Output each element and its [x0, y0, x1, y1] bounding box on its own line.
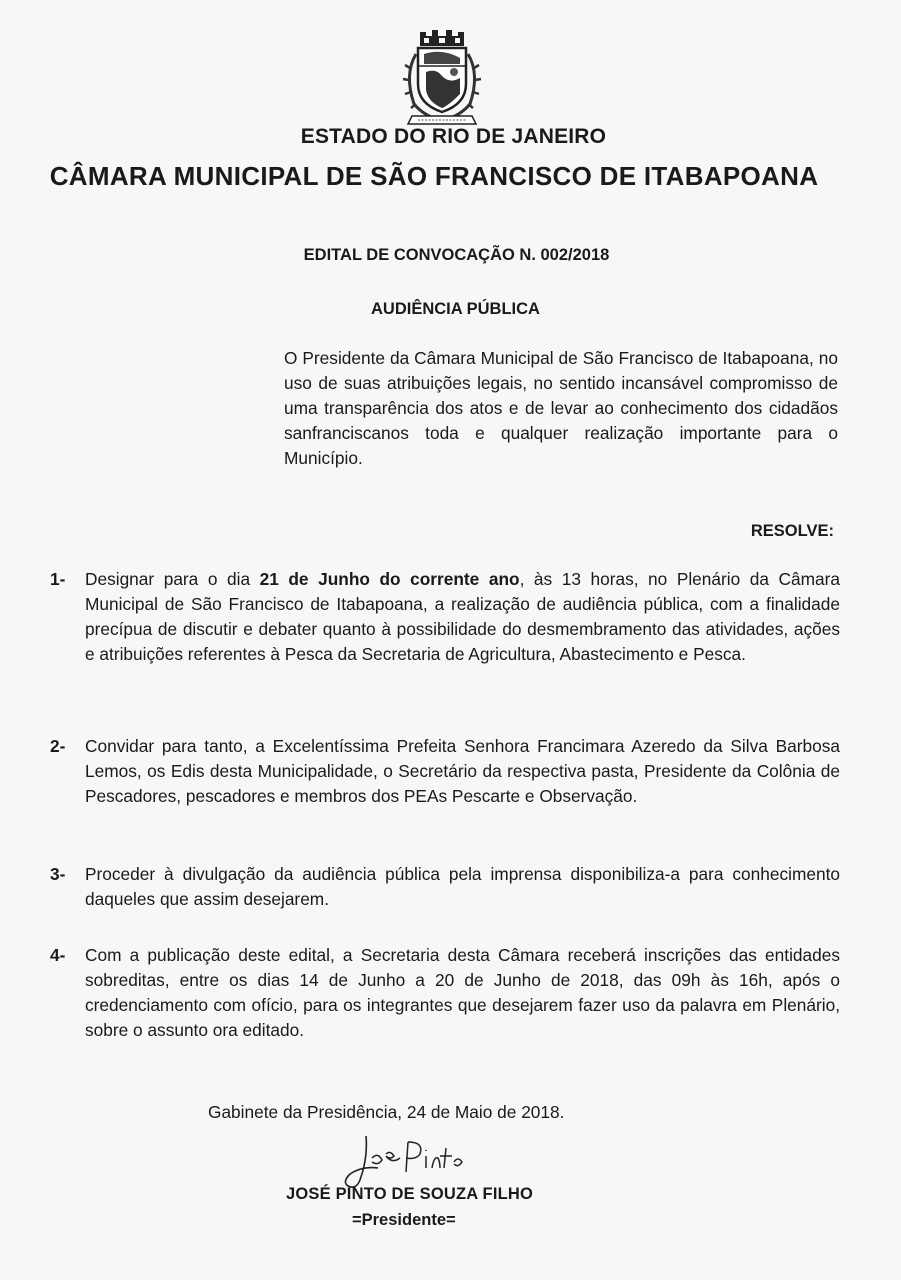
item-text-end: , às 13 horas, no Plenário da Câmara Municipal de São Francisco de Itabapoana, a realização de audiência pública, com a finalidade precípua de discutir e debater quanto à possibilidade do desmembramento das atividades, ações e atribuições referentes à Pesca da Secretaria de Agricultura, Abastecimento e Pesca. — [85, 569, 841, 664]
item-number: 1- — [50, 569, 66, 589]
item-text: Proceder à divulgação da audiência pública pela imprensa disponibiliza-a para conhecimento daqueles que assim desejarem. — [85, 864, 840, 909]
date-line: Gabinete da Presidência, 24 de Maio de 2018. — [208, 1102, 565, 1122]
item-number: 4- — [50, 945, 66, 965]
item-text-start: Designar para o dia — [85, 569, 260, 589]
edital-title: EDITAL DE CONVOCAÇÃO N. 002/2018 — [303, 246, 610, 264]
resolution-item — [50, 862, 840, 912]
item-text: Com a publicação deste edital, a Secretaria desta Câmara receberá inscrições das entidades sobreditas, entre os dias 14 de Junho a 20 de Junho de 2018, das 09h às 16h, após o credenciamento com ofício, para os integrantes que desejarem fazer uso da palavra em Plenário, sobre o assunto ora editado. — [85, 945, 840, 1040]
signer-name: JOSÉ PINTO DE SOUZA FILHO — [286, 1185, 534, 1203]
subject-title: AUDIÊNCIA PÚBLICA — [371, 300, 540, 318]
item-number: 3- — [50, 864, 66, 884]
item-text: Convidar para tanto, a Excelentíssima Prefeita Senhora Francimara Azeredo da Silva Barbosa Lemos, os Edis desta Municipalidade, o Secretário da respectiva pasta, Presidente da Colônia de Pescadores, pescadores e membros dos PEAs Pescarte e Observação. — [85, 736, 840, 806]
item-text — [85, 567, 840, 667]
preamble-paragraph: O Presidente da Câmara Municipal de São Francisco de Itabapoana, no uso de suas atribuições legais, no sentido incansável compromisso de uma transparência dos atos e de levar ao conhecimento dos cidadãos sanfranciscanos toda e qualquer realização importante para o Município. — [284, 348, 838, 468]
state-heading: ESTADO DO RIO DE JANEIRO — [300, 125, 607, 148]
item-number: 2- — [50, 736, 66, 756]
item-date-highlight: 21 de Junho do corrente ano — [259, 569, 520, 589]
resolution-item — [50, 734, 840, 809]
resolve-heading: RESOLVE: — [750, 522, 834, 540]
coat-of-arms-icon — [396, 24, 488, 130]
resolution-item — [50, 943, 840, 1043]
chamber-heading: CÂMARA MUNICIPAL DE SÃO FRANCISCO DE ITABAPOANA — [49, 161, 819, 191]
resolution-item — [50, 567, 840, 667]
signer-role: =Presidente= — [352, 1211, 456, 1229]
